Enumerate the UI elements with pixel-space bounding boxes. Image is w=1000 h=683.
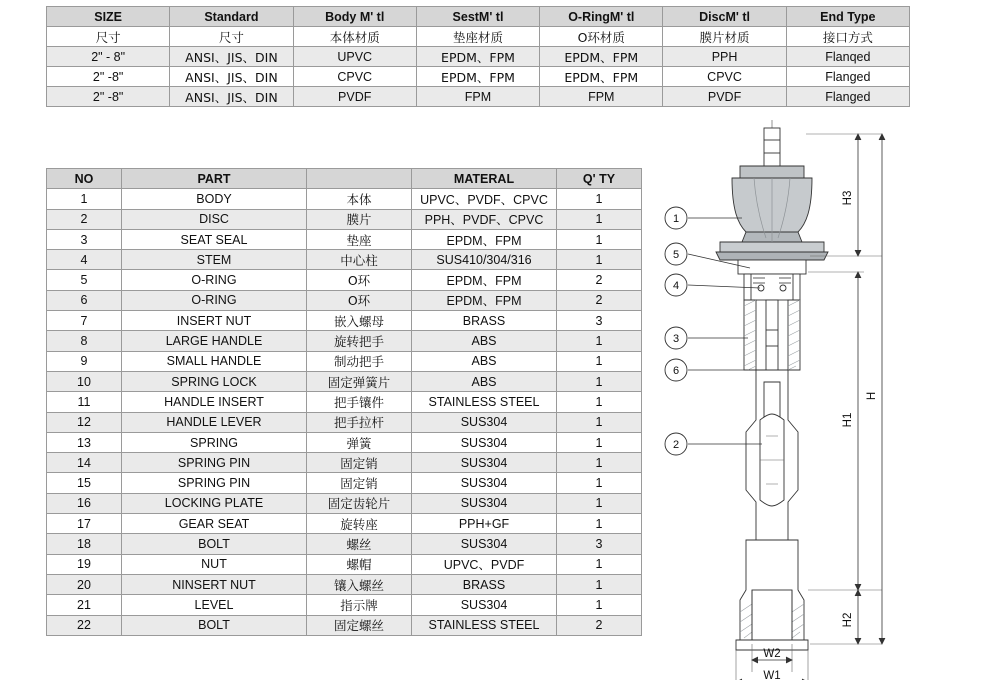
part-material: PPH、PVDF、CPVC — [412, 209, 557, 229]
callout-5: 5 — [672, 249, 680, 261]
part-no: 8 — [47, 331, 122, 351]
part-name-cn: 嵌入螺母 — [307, 311, 412, 331]
parts-header-material: MATERAL — [412, 169, 557, 189]
table-row — [47, 47, 910, 67]
part-name: NINSERT NUT — [122, 574, 307, 594]
part-material: BRASS — [412, 574, 557, 594]
part-no: 18 — [47, 534, 122, 554]
spec-subheader-oring: O环材质 — [540, 27, 663, 47]
spec-cell: ANSI、JIS、DIN — [170, 87, 293, 107]
part-name: SPRING PIN — [122, 453, 307, 473]
part-qty: 1 — [557, 351, 642, 371]
table-row — [47, 87, 910, 107]
part-name-cn: O环 — [307, 270, 412, 290]
part-name-cn: 旋转座 — [307, 514, 412, 534]
part-no: 17 — [47, 514, 122, 534]
part-name: HANDLE LEVER — [122, 412, 307, 432]
spec-subheader-seat: 垫座材质 — [416, 27, 539, 47]
callout-1: 1 — [672, 213, 680, 225]
valve-assembly-drawing — [620, 120, 1000, 680]
part-qty: 3 — [557, 534, 642, 554]
part-name-cn: 固定弹簧片 — [307, 371, 412, 391]
part-name-cn: 指示牌 — [307, 595, 412, 615]
spec-cell: ANSI、JIS、DIN — [170, 47, 293, 67]
spec-header-oring: O-RingM' tl — [540, 7, 663, 27]
part-qty: 2 — [557, 270, 642, 290]
part-name: DISC — [122, 209, 307, 229]
part-name-cn: 膜片 — [307, 209, 412, 229]
part-qty: 1 — [557, 493, 642, 513]
part-no: 6 — [47, 290, 122, 310]
spec-cell: Flanqed — [786, 47, 909, 67]
part-qty: 1 — [557, 250, 642, 270]
spec-cell: ANSI、JIS、DIN — [170, 67, 293, 87]
dimension-h3: H3 — [842, 190, 854, 206]
table-row — [47, 615, 642, 635]
part-name: BOLT — [122, 615, 307, 635]
callout-2: 2 — [672, 439, 680, 451]
dimension-w1: W1 — [763, 670, 781, 680]
part-name: SPRING — [122, 432, 307, 452]
spec-header-standard: Standard — [170, 7, 293, 27]
parts-header-qty: Q' TY — [557, 169, 642, 189]
part-no: 10 — [47, 371, 122, 391]
part-no: 1 — [47, 189, 122, 209]
callout-3: 3 — [672, 333, 680, 345]
part-name-cn: 固定齿轮片 — [307, 493, 412, 513]
part-name: SPRING PIN — [122, 473, 307, 493]
part-qty: 1 — [557, 189, 642, 209]
part-no: 4 — [47, 250, 122, 270]
part-qty: 1 — [557, 554, 642, 574]
table-row — [47, 229, 642, 249]
part-name-cn: 制动把手 — [307, 351, 412, 371]
dimension-w2: W2 — [763, 648, 781, 660]
specification-table — [46, 6, 910, 107]
table-row — [47, 412, 642, 432]
part-name-cn: 旋转把手 — [307, 331, 412, 351]
part-no: 14 — [47, 453, 122, 473]
part-material: BRASS — [412, 311, 557, 331]
part-no: 22 — [47, 615, 122, 635]
spec-cell: EPDM、FPM — [416, 67, 539, 87]
spec-subheader-standard: 尺寸 — [170, 27, 293, 47]
spec-header-seat: SestM' tl — [416, 7, 539, 27]
part-material: UPVC、PVDF、CPVC — [412, 189, 557, 209]
spec-cell: EPDM、FPM — [540, 47, 663, 67]
part-name-cn: O环 — [307, 290, 412, 310]
part-qty: 1 — [557, 514, 642, 534]
part-name-cn: 螺帽 — [307, 554, 412, 574]
table-row — [47, 514, 642, 534]
part-material: UPVC、PVDF — [412, 554, 557, 574]
part-qty: 1 — [557, 412, 642, 432]
table-row — [47, 595, 642, 615]
spec-subheader-disc: 膜片材质 — [663, 27, 786, 47]
part-name-cn: 本体 — [307, 189, 412, 209]
table-row — [47, 432, 642, 452]
part-qty: 1 — [557, 574, 642, 594]
spec-cell: 2" - 8" — [47, 47, 170, 67]
table-row — [47, 270, 642, 290]
part-no: 13 — [47, 432, 122, 452]
spec-cell: 2" -8" — [47, 67, 170, 87]
spec-cell: CPVC — [293, 67, 416, 87]
spec-cell: EPDM、FPM — [416, 47, 539, 67]
part-material: SUS304 — [412, 453, 557, 473]
spec-cell: FPM — [540, 87, 663, 107]
parts-header-part: PART — [122, 169, 307, 189]
part-name: BODY — [122, 189, 307, 209]
table-row — [47, 311, 642, 331]
part-qty: 3 — [557, 311, 642, 331]
table-row — [47, 290, 642, 310]
table-row — [47, 574, 642, 594]
part-material: STAINLESS STEEL — [412, 615, 557, 635]
table-row — [47, 371, 642, 391]
part-name: O-RING — [122, 270, 307, 290]
part-no: 19 — [47, 554, 122, 574]
parts-list-table — [46, 168, 642, 636]
table-row — [47, 534, 642, 554]
part-qty: 1 — [557, 331, 642, 351]
table-row — [47, 453, 642, 473]
spec-cell: EPDM、FPM — [540, 67, 663, 87]
spec-header-body: Body M' tl — [293, 7, 416, 27]
part-name: SEAT SEAL — [122, 229, 307, 249]
dimension-h2: H2 — [842, 612, 854, 628]
part-name-cn: 固定螺丝 — [307, 615, 412, 635]
spec-header-disc: DiscM' tl — [663, 7, 786, 27]
parts-header-part-cn — [307, 169, 412, 189]
part-material: ABS — [412, 351, 557, 371]
part-name-cn: 镶入螺丝 — [307, 574, 412, 594]
part-name: LARGE HANDLE — [122, 331, 307, 351]
part-qty: 2 — [557, 290, 642, 310]
spec-subheader-body: 本体材质 — [293, 27, 416, 47]
part-material: SUS304 — [412, 412, 557, 432]
part-material: STAINLESS STEEL — [412, 392, 557, 412]
part-name: O-RING — [122, 290, 307, 310]
callout-4: 4 — [672, 280, 680, 292]
part-no: 5 — [47, 270, 122, 290]
part-name: LOCKING PLATE — [122, 493, 307, 513]
part-no: 12 — [47, 412, 122, 432]
table-row — [47, 493, 642, 513]
spec-subheader-size: 尺寸 — [47, 27, 170, 47]
spec-cell: PPH — [663, 47, 786, 67]
spec-header-endtype: End Type — [786, 7, 909, 27]
part-name: NUT — [122, 554, 307, 574]
spec-cell: CPVC — [663, 67, 786, 87]
spec-cell: Flanged — [786, 67, 909, 87]
spec-cell: Flanged — [786, 87, 909, 107]
part-no: 3 — [47, 229, 122, 249]
spec-cell: FPM — [416, 87, 539, 107]
part-name: HANDLE INSERT — [122, 392, 307, 412]
part-qty: 1 — [557, 229, 642, 249]
part-name-cn: 把手镶件 — [307, 392, 412, 412]
part-name-cn: 中心柱 — [307, 250, 412, 270]
part-name: BOLT — [122, 534, 307, 554]
spec-cell: 2" -8" — [47, 87, 170, 107]
spec-header-row — [47, 7, 910, 27]
part-name: SMALL HANDLE — [122, 351, 307, 371]
part-no: 15 — [47, 473, 122, 493]
part-qty: 1 — [557, 595, 642, 615]
part-qty: 1 — [557, 432, 642, 452]
part-material: SUS410/304/316 — [412, 250, 557, 270]
part-name: STEM — [122, 250, 307, 270]
table-row — [47, 554, 642, 574]
part-name: GEAR SEAT — [122, 514, 307, 534]
table-row — [47, 189, 642, 209]
part-no: 20 — [47, 574, 122, 594]
spec-cell: UPVC — [293, 47, 416, 67]
part-material: EPDM、FPM — [412, 270, 557, 290]
parts-header-row — [47, 169, 642, 189]
part-qty: 1 — [557, 392, 642, 412]
table-row — [47, 473, 642, 493]
part-name: SPRING LOCK — [122, 371, 307, 391]
part-qty: 1 — [557, 453, 642, 473]
part-no: 21 — [47, 595, 122, 615]
dimension-h1: H1 — [842, 412, 854, 428]
part-qty: 1 — [557, 473, 642, 493]
part-no: 2 — [47, 209, 122, 229]
table-row — [47, 209, 642, 229]
part-material: EPDM、FPM — [412, 229, 557, 249]
dimension-h: H — [866, 391, 878, 401]
part-name-cn: 弹簧 — [307, 432, 412, 452]
part-name-cn: 螺丝 — [307, 534, 412, 554]
part-material: SUS304 — [412, 473, 557, 493]
part-name-cn: 垫座 — [307, 229, 412, 249]
part-no: 16 — [47, 493, 122, 513]
part-material: SUS304 — [412, 534, 557, 554]
part-qty: 1 — [557, 209, 642, 229]
table-row — [47, 331, 642, 351]
table-row — [47, 392, 642, 412]
part-material: SUS304 — [412, 432, 557, 452]
part-name-cn: 固定销 — [307, 453, 412, 473]
spec-cell: PVDF — [293, 87, 416, 107]
table-row — [47, 67, 910, 87]
part-material: SUS304 — [412, 493, 557, 513]
spec-cell: PVDF — [663, 87, 786, 107]
table-row — [47, 250, 642, 270]
parts-header-no: NO — [47, 169, 122, 189]
part-no: 7 — [47, 311, 122, 331]
part-name-cn: 把手拉杆 — [307, 412, 412, 432]
part-material: PPH+GF — [412, 514, 557, 534]
part-name: INSERT NUT — [122, 311, 307, 331]
part-name-cn: 固定销 — [307, 473, 412, 493]
part-material: EPDM、FPM — [412, 290, 557, 310]
callout-6: 6 — [672, 365, 680, 377]
part-qty: 2 — [557, 615, 642, 635]
part-material: ABS — [412, 331, 557, 351]
part-name: LEVEL — [122, 595, 307, 615]
part-material: SUS304 — [412, 595, 557, 615]
part-qty: 1 — [557, 371, 642, 391]
spec-subheader-endtype: 接口方式 — [786, 27, 909, 47]
spec-subheader-row — [47, 27, 910, 47]
part-no: 9 — [47, 351, 122, 371]
spec-header-size: SIZE — [47, 7, 170, 27]
table-row — [47, 351, 642, 371]
part-no: 11 — [47, 392, 122, 412]
part-material: ABS — [412, 371, 557, 391]
